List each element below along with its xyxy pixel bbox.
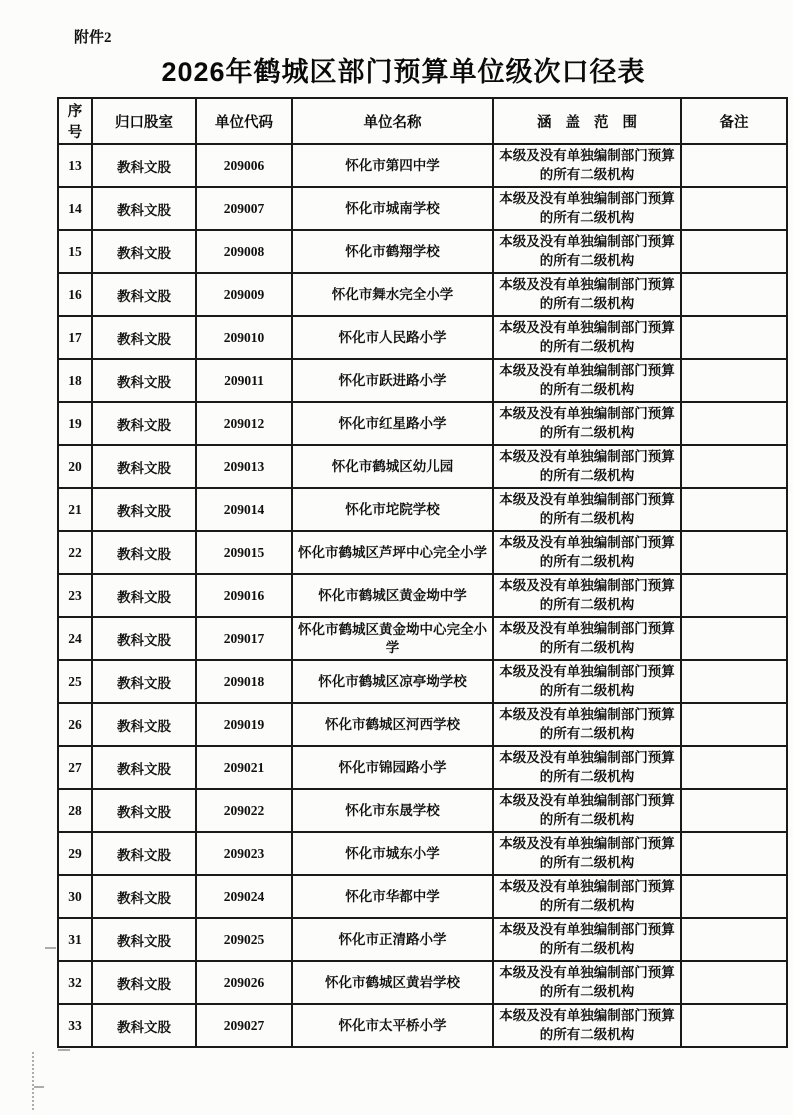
table-row — [58, 660, 787, 703]
cell-seq: 31 — [58, 918, 92, 961]
cell-name: 怀化市东晟学校 — [292, 789, 493, 832]
cell-name: 怀化市鹤城区黄岩学校 — [292, 961, 493, 1004]
cell-code: 209011 — [196, 359, 292, 402]
cell-seq: 28 — [58, 789, 92, 832]
cell-seq: 21 — [58, 488, 92, 531]
cell-office: 教科文股 — [92, 746, 196, 789]
table-row — [58, 746, 787, 789]
table-row — [58, 402, 787, 445]
cell-code: 209009 — [196, 273, 292, 316]
cell-code: 209015 — [196, 531, 292, 574]
cell-office: 教科文股 — [92, 359, 196, 402]
cell-name: 怀化市鹤城区黄金坳中心完全小学 — [292, 617, 493, 660]
cell-office: 教科文股 — [92, 832, 196, 875]
cell-code: 209021 — [196, 746, 292, 789]
cell-remark — [681, 961, 787, 1004]
cell-name: 怀化市太平桥小学 — [292, 1004, 493, 1047]
cell-remark — [681, 703, 787, 746]
cell-name: 怀化市鹤城区黄金坳中学 — [292, 574, 493, 617]
table-row — [58, 617, 787, 660]
attachment-label: 附件2 — [74, 30, 112, 46]
cell-office: 教科文股 — [92, 316, 196, 359]
cell-name: 怀化市鹤城区幼儿园 — [292, 445, 493, 488]
table-row — [58, 789, 787, 832]
table-row — [58, 875, 787, 918]
table-row — [58, 359, 787, 402]
cell-scope: 本级及没有单独编制部门预算的所有二级机构 — [493, 875, 681, 918]
scan-artifact — [58, 1049, 70, 1051]
cell-seq: 24 — [58, 617, 92, 660]
table-row — [58, 918, 787, 961]
cell-remark — [681, 832, 787, 875]
cell-code: 209023 — [196, 832, 292, 875]
cell-scope: 本级及没有单独编制部门预算的所有二级机构 — [493, 316, 681, 359]
cell-name: 怀化市鹤城区芦坪中心完全小学 — [292, 531, 493, 574]
table-row — [58, 273, 787, 316]
cell-scope: 本级及没有单独编制部门预算的所有二级机构 — [493, 402, 681, 445]
cell-remark — [681, 918, 787, 961]
cell-seq: 13 — [58, 144, 92, 187]
cell-scope: 本级及没有单独编制部门预算的所有二级机构 — [493, 961, 681, 1004]
table-row — [58, 703, 787, 746]
column-header-name: 单位名称 — [292, 98, 493, 144]
cell-remark — [681, 746, 787, 789]
table-row — [58, 1004, 787, 1047]
cell-scope: 本级及没有单独编制部门预算的所有二级机构 — [493, 617, 681, 660]
table-row — [58, 187, 787, 230]
cell-scope: 本级及没有单独编制部门预算的所有二级机构 — [493, 531, 681, 574]
cell-office: 教科文股 — [92, 961, 196, 1004]
cell-remark — [681, 187, 787, 230]
cell-name: 怀化市人民路小学 — [292, 316, 493, 359]
cell-name: 怀化市舞水完全小学 — [292, 273, 493, 316]
cell-seq: 19 — [58, 402, 92, 445]
page-title: 2026年鹤城区部门预算单位级次口径表 — [161, 57, 646, 87]
cell-name: 怀化市鹤翔学校 — [292, 230, 493, 273]
cell-name: 怀化市城南学校 — [292, 187, 493, 230]
table-row — [58, 488, 787, 531]
cell-code: 209027 — [196, 1004, 292, 1047]
table-row — [58, 316, 787, 359]
cell-remark — [681, 488, 787, 531]
table-body — [58, 144, 787, 1047]
cell-remark — [681, 1004, 787, 1047]
cell-code: 209016 — [196, 574, 292, 617]
cell-code: 209018 — [196, 660, 292, 703]
cell-seq: 27 — [58, 746, 92, 789]
cell-office: 教科文股 — [92, 875, 196, 918]
cell-seq: 30 — [58, 875, 92, 918]
cell-scope: 本级及没有单独编制部门预算的所有二级机构 — [493, 273, 681, 316]
column-header-remark: 备注 — [681, 98, 787, 144]
cell-seq: 18 — [58, 359, 92, 402]
cell-office: 教科文股 — [92, 531, 196, 574]
cell-seq: 20 — [58, 445, 92, 488]
table-row — [58, 574, 787, 617]
cell-office: 教科文股 — [92, 660, 196, 703]
cell-name: 怀化市红星路小学 — [292, 402, 493, 445]
cell-office: 教科文股 — [92, 445, 196, 488]
cell-name: 怀化市第四中学 — [292, 144, 493, 187]
cell-remark — [681, 273, 787, 316]
cell-office: 教科文股 — [92, 273, 196, 316]
cell-name: 怀化市鹤城区凉亭坳学校 — [292, 660, 493, 703]
budget-units-table — [57, 97, 788, 1048]
cell-scope: 本级及没有单独编制部门预算的所有二级机构 — [493, 746, 681, 789]
cell-office: 教科文股 — [92, 617, 196, 660]
cell-seq: 17 — [58, 316, 92, 359]
cell-office: 教科文股 — [92, 918, 196, 961]
cell-seq: 22 — [58, 531, 92, 574]
cell-scope: 本级及没有单独编制部门预算的所有二级机构 — [493, 488, 681, 531]
cell-remark — [681, 617, 787, 660]
cell-code: 209010 — [196, 316, 292, 359]
column-header-seq: 序号 — [58, 98, 92, 144]
cell-code: 209019 — [196, 703, 292, 746]
cell-name: 怀化市锦园路小学 — [292, 746, 493, 789]
cell-scope: 本级及没有单独编制部门预算的所有二级机构 — [493, 1004, 681, 1047]
cell-code: 209024 — [196, 875, 292, 918]
cell-remark — [681, 359, 787, 402]
cell-scope: 本级及没有单独编制部门预算的所有二级机构 — [493, 703, 681, 746]
cell-code: 209013 — [196, 445, 292, 488]
cell-code: 209017 — [196, 617, 292, 660]
cell-seq: 29 — [58, 832, 92, 875]
cell-name: 怀化市跃进路小学 — [292, 359, 493, 402]
cell-scope: 本级及没有单独编制部门预算的所有二级机构 — [493, 187, 681, 230]
cell-remark — [681, 230, 787, 273]
cell-code: 209007 — [196, 187, 292, 230]
cell-scope: 本级及没有单独编制部门预算的所有二级机构 — [493, 789, 681, 832]
cell-code: 209025 — [196, 918, 292, 961]
cell-name: 怀化市坨院学校 — [292, 488, 493, 531]
column-header-scope: 涵 盖 范 围 — [493, 98, 681, 144]
table-header-row — [58, 98, 787, 144]
cell-remark — [681, 144, 787, 187]
cell-office: 教科文股 — [92, 574, 196, 617]
cell-code: 209008 — [196, 230, 292, 273]
cell-name: 怀化市城东小学 — [292, 832, 493, 875]
column-header-office: 归口股室 — [92, 98, 196, 144]
cell-office: 教科文股 — [92, 187, 196, 230]
cell-scope: 本级及没有单独编制部门预算的所有二级机构 — [493, 144, 681, 187]
cell-name: 怀化市鹤城区河西学校 — [292, 703, 493, 746]
cell-remark — [681, 402, 787, 445]
cell-scope: 本级及没有单独编制部门预算的所有二级机构 — [493, 918, 681, 961]
cell-scope: 本级及没有单独编制部门预算的所有二级机构 — [493, 832, 681, 875]
cell-office: 教科文股 — [92, 402, 196, 445]
cell-office: 教科文股 — [92, 144, 196, 187]
cell-code: 209012 — [196, 402, 292, 445]
column-header-code: 单位代码 — [196, 98, 292, 144]
cell-code: 209026 — [196, 961, 292, 1004]
table-header — [58, 98, 787, 144]
cell-code: 209022 — [196, 789, 292, 832]
cell-seq: 26 — [58, 703, 92, 746]
cell-seq: 14 — [58, 187, 92, 230]
cell-seq: 23 — [58, 574, 92, 617]
cell-remark — [681, 316, 787, 359]
cell-name: 怀化市华都中学 — [292, 875, 493, 918]
cell-code: 209014 — [196, 488, 292, 531]
table-row — [58, 230, 787, 273]
cell-scope: 本级及没有单独编制部门预算的所有二级机构 — [493, 230, 681, 273]
cell-seq: 25 — [58, 660, 92, 703]
table-row — [58, 531, 787, 574]
cell-office: 教科文股 — [92, 230, 196, 273]
cell-seq: 15 — [58, 230, 92, 273]
table-row — [58, 445, 787, 488]
cell-remark — [681, 531, 787, 574]
cell-remark — [681, 445, 787, 488]
scan-artifact — [34, 1086, 44, 1088]
cell-office: 教科文股 — [92, 703, 196, 746]
cell-office: 教科文股 — [92, 1004, 196, 1047]
cell-remark — [681, 660, 787, 703]
table-row — [58, 961, 787, 1004]
cell-code: 209006 — [196, 144, 292, 187]
scan-artifact — [32, 1052, 34, 1110]
cell-seq: 33 — [58, 1004, 92, 1047]
cell-office: 教科文股 — [92, 789, 196, 832]
cell-remark — [681, 875, 787, 918]
cell-remark — [681, 574, 787, 617]
cell-remark — [681, 789, 787, 832]
cell-scope: 本级及没有单独编制部门预算的所有二级机构 — [493, 359, 681, 402]
cell-seq: 16 — [58, 273, 92, 316]
cell-scope: 本级及没有单独编制部门预算的所有二级机构 — [493, 574, 681, 617]
cell-scope: 本级及没有单独编制部门预算的所有二级机构 — [493, 660, 681, 703]
scan-artifact — [45, 947, 56, 949]
cell-office: 教科文股 — [92, 488, 196, 531]
cell-scope: 本级及没有单独编制部门预算的所有二级机构 — [493, 445, 681, 488]
cell-seq: 32 — [58, 961, 92, 1004]
table-row — [58, 832, 787, 875]
cell-name: 怀化市正清路小学 — [292, 918, 493, 961]
table-row — [58, 144, 787, 187]
